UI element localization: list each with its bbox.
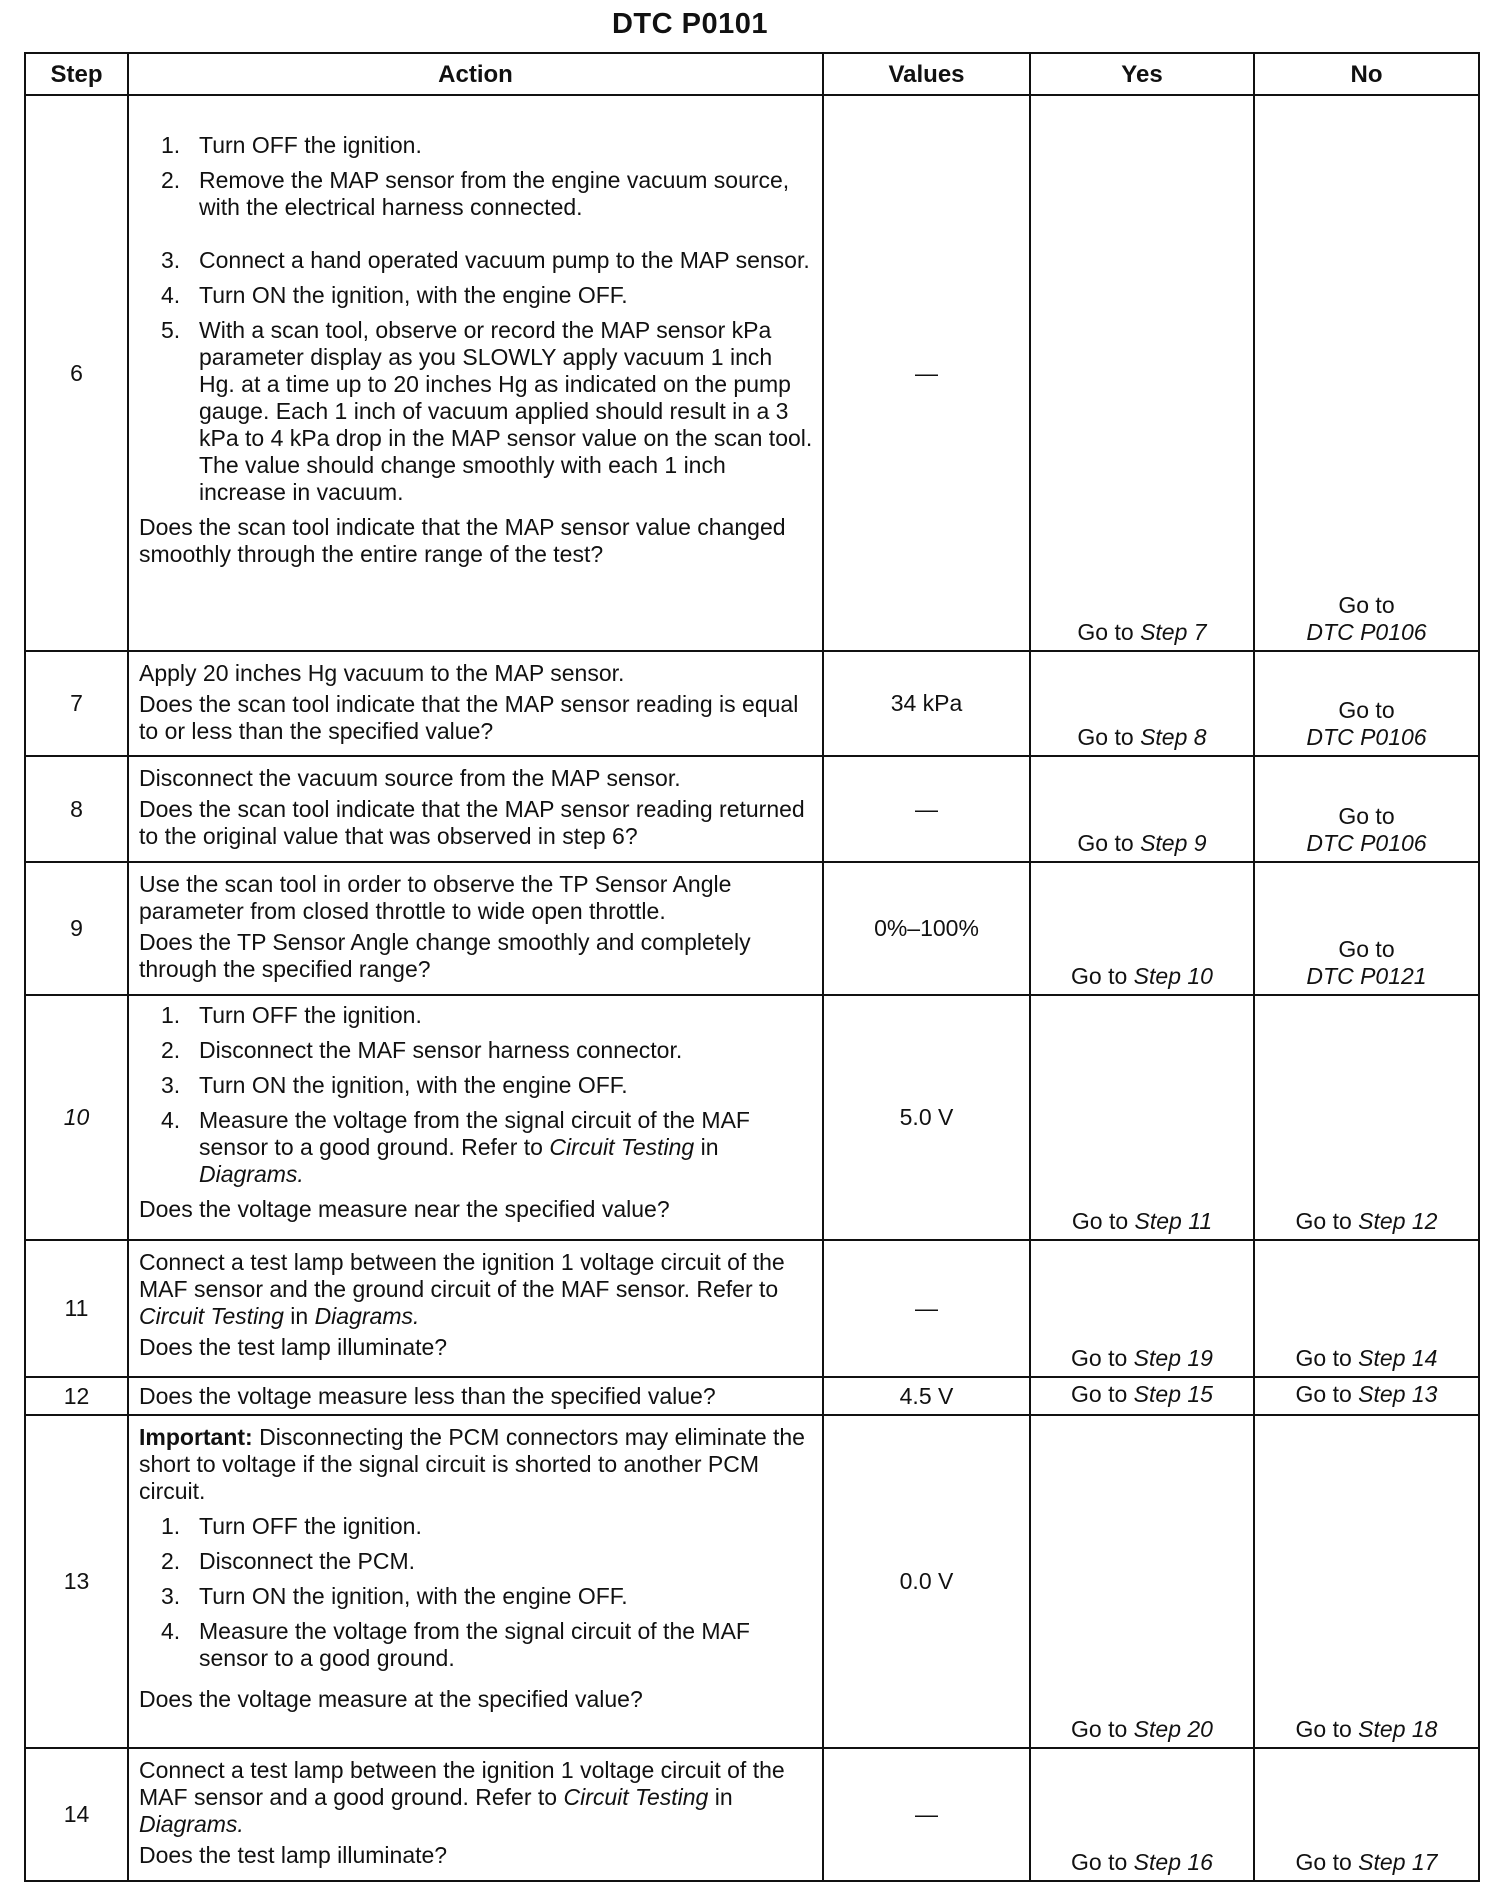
step-14-row: [25, 1748, 1479, 1881]
step-action: [128, 1240, 823, 1377]
step-question: Does the test lamp illuminate?: [139, 1334, 448, 1360]
step-number: 8: [25, 756, 128, 862]
step-value: 34 kPa: [823, 651, 1030, 756]
step-question: Does the TP Sensor Angle change smoothly and completely through the specified range?: [139, 929, 751, 982]
list-item: 4. Measure the voltage from the signal circuit of the MAF sensor to a good ground. Refer to Circuit Testing in Diagrams.: [161, 1107, 750, 1187]
step-value: —: [823, 1748, 1030, 1881]
step-value: —: [823, 1240, 1030, 1377]
step-instruction: Connect a test lamp between the ignition 1 voltage circuit of the MAF sensor and the ground circuit of the MAF sensor. Refer to Circuit Testing in Diagrams.: [139, 1249, 785, 1329]
step-action: [128, 756, 823, 862]
no-link[interactable]: Go to DTC P0106: [1254, 756, 1479, 862]
step-question: Does the scan tool indicate that the MAP sensor reading is equal to or less than the specified value?: [139, 691, 799, 744]
step-question: Does the voltage measure near the specified value?: [139, 1196, 670, 1222]
step-11-row: [25, 1240, 1479, 1377]
list-item: 2. Remove the MAP sensor from the engine vacuum source, with the electrical harness connected.: [161, 167, 790, 220]
step-9-row: [25, 862, 1479, 995]
step-value: 0%–100%: [823, 862, 1030, 995]
step-question: Does the scan tool indicate that the MAP sensor reading returned to the original value that was observed in step 6?: [139, 796, 805, 849]
yes-link[interactable]: Go to Step 11: [1030, 995, 1254, 1240]
header-row: [25, 53, 1479, 95]
step-6-row: [25, 95, 1479, 651]
no-link[interactable]: Go to DTC P0121: [1254, 862, 1479, 995]
header-no: No: [1254, 53, 1479, 95]
no-link[interactable]: Go to DTC P0106: [1254, 651, 1479, 756]
step-value: 4.5 V: [823, 1377, 1030, 1415]
step-value: —: [823, 756, 1030, 862]
header-step: Step: [25, 53, 128, 95]
yes-link[interactable]: Go to Step 10: [1030, 862, 1254, 995]
header-yes: Yes: [1030, 53, 1254, 95]
no-link[interactable]: Go to Step 13: [1254, 1377, 1479, 1415]
step-question: Does the voltage measure less than the specified value?: [139, 1382, 716, 1409]
no-link[interactable]: Go to Step 12: [1254, 995, 1479, 1240]
step-number: 11: [25, 1240, 128, 1377]
yes-link[interactable]: Go to Step 8: [1030, 651, 1254, 756]
step-number: 14: [25, 1748, 128, 1881]
instruction-list: [139, 1002, 814, 1188]
step-number: 6: [25, 95, 128, 651]
step-number: 10: [25, 995, 128, 1240]
list-item: 1. Turn OFF the ignition.: [161, 1002, 422, 1028]
step-value: —: [823, 95, 1030, 651]
header-action: Action: [128, 53, 823, 95]
step-action: [128, 1415, 823, 1748]
step-8-row: [25, 756, 1479, 862]
no-link[interactable]: Go to Step 14: [1254, 1240, 1479, 1377]
step-instruction: Disconnect the vacuum source from the MAP sensor.: [139, 765, 681, 791]
list-item: 3. Turn ON the ignition, with the engine OFF.: [161, 1583, 628, 1609]
page-title: DTC P0101: [611, 8, 768, 40]
step-action: [128, 651, 823, 756]
step-question: Does the scan tool indicate that the MAP sensor value changed smoothly through the entire range of the test?: [139, 514, 786, 567]
yes-link[interactable]: Go to Step 20: [1030, 1415, 1254, 1748]
step-instruction: Connect a test lamp between the ignition 1 voltage circuit of the MAF sensor and a good ground. Refer to Circuit Testing in Diagrams.: [139, 1757, 785, 1837]
list-item: 2. Disconnect the MAF sensor harness connector.: [161, 1037, 683, 1063]
list-item: 4. Measure the voltage from the signal circuit of the MAF sensor to a good ground.: [161, 1618, 750, 1671]
step-13-row: [25, 1415, 1479, 1748]
list-item: 3. Turn ON the ignition, with the engine OFF.: [161, 1072, 628, 1098]
list-item: 1. Turn OFF the ignition.: [161, 1513, 422, 1539]
header-values: Values: [823, 53, 1030, 95]
important-note: Important: Disconnecting the PCM connectors may eliminate the short to voltage if the signal circuit is shorted to another PCM circuit.: [139, 1424, 805, 1504]
step-number: 13: [25, 1415, 128, 1748]
step-instruction: Use the scan tool in order to observe the TP Sensor Angle parameter from closed throttle to wide open throttle.: [139, 871, 732, 924]
yes-link[interactable]: Go to Step 19: [1030, 1240, 1254, 1377]
step-action: [128, 1377, 823, 1415]
yes-link[interactable]: Go to Step 7: [1030, 95, 1254, 651]
step-value: 0.0 V: [823, 1415, 1030, 1748]
step-number: 7: [25, 651, 128, 756]
yes-link[interactable]: Go to Step 16: [1030, 1748, 1254, 1881]
no-link[interactable]: Go to DTC P0106: [1254, 95, 1479, 651]
yes-link[interactable]: Go to Step 9: [1030, 756, 1254, 862]
list-item: 1. Turn OFF the ignition.: [161, 132, 422, 158]
step-question: Does the test lamp illuminate?: [139, 1842, 448, 1868]
yes-link[interactable]: Go to Step 15: [1030, 1377, 1254, 1415]
step-value: 5.0 V: [823, 995, 1030, 1240]
no-link[interactable]: Go to Step 18: [1254, 1415, 1479, 1748]
step-action: [128, 862, 823, 995]
step-action: [128, 95, 823, 651]
step-7-row: [25, 651, 1479, 756]
step-number: 9: [25, 862, 128, 995]
step-instruction: Apply 20 inches Hg vacuum to the MAP sensor.: [139, 660, 625, 686]
list-item: 2. Disconnect the PCM.: [161, 1548, 416, 1574]
step-number: 12: [25, 1377, 128, 1415]
instruction-list: [139, 132, 814, 506]
list-item: 3. Connect a hand operated vacuum pump to the MAP sensor.: [161, 247, 810, 273]
step-action: [128, 995, 823, 1240]
list-item: 5. With a scan tool, observe or record the MAP sensor kPa parameter display as you SLOWLY apply vacuum 1 inch Hg. at a time up to 20 inches Hg as indicated on the pump gauge. Each 1 inch of vacuum applied should result in a 3 kPa to 4 kPa drop in the MAP sensor value on the scan tool. The value should change smoothly with each 1 inch increase in vacuum.: [161, 317, 813, 505]
step-action: [128, 1748, 823, 1881]
step-question: Does the voltage measure at the specified value?: [139, 1686, 643, 1712]
step-12-row: [25, 1377, 1479, 1415]
instruction-list: [139, 1513, 814, 1672]
step-10-row: [25, 995, 1479, 1240]
no-link[interactable]: Go to Step 17: [1254, 1748, 1479, 1881]
diagnostic-table: [24, 52, 1480, 1882]
list-item: 4. Turn ON the ignition, with the engine OFF.: [161, 282, 628, 308]
